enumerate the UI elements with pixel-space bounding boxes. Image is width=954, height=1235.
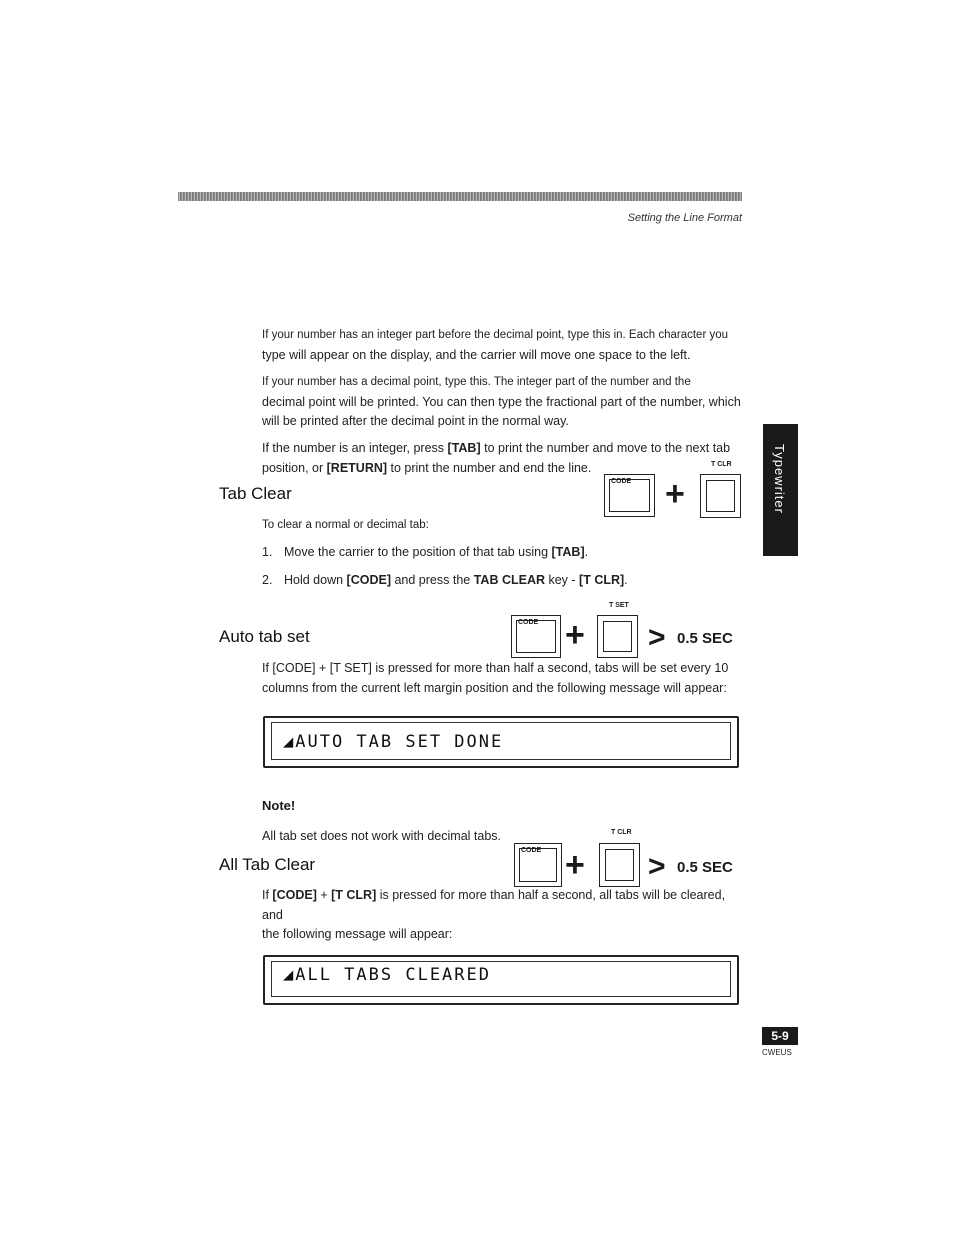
doc-code: CWEUS [762,1048,792,1057]
text: to print the number and end the line. [387,460,592,475]
text: . [624,573,628,587]
text: key - [545,573,580,587]
t-set-key-icon [597,615,638,658]
display-panel-all-tabs-cleared [263,955,739,1005]
key-cap-label: CODE [518,619,539,626]
t-clr-key-icon [599,843,640,887]
key-name: TAB CLEAR [473,573,545,587]
key-ref-t-clr: [T CLR] [579,573,625,587]
plus-icon: + [565,846,585,884]
text-line: decimal point will be printed. You can then type the fractional part of the number, which [262,394,741,409]
text: + [316,888,332,902]
note-text: All tab set does not work with decimal tabs. [262,829,502,843]
tab-clear-step-2 [262,571,742,591]
text: to print the number and move to the next tab [480,441,731,455]
text: is pressed for more than half a second, all tabs will be cleared, and [262,888,726,922]
greater-than-icon: > [648,621,666,654]
section-heading-tab-clear: Tab Clear [219,484,292,503]
page-number: 5-9 [762,1027,798,1045]
key-label-t-clr: T CLR [711,461,732,468]
key-cap-label: CODE [521,847,542,854]
text: Hold down [284,573,347,587]
text-line: the following message will appear: [262,927,453,941]
text-line: will be printed after the decimal point in the normal way. [262,414,569,428]
section-heading-auto-tab-set: Auto tab set [219,627,310,646]
code-key-icon [604,474,655,517]
text-line [262,886,742,925]
text-line: type will appear on the display, and the carrier will move one space to the left. [262,347,691,362]
key-ref-tab: [TAB] [447,441,481,455]
intro-paragraph-2 [262,373,742,432]
key-ref-t-set: [T SET] [329,661,372,675]
auto-tab-set-description [262,659,742,698]
plus-icon: + [665,475,685,513]
intro-paragraph-3 [262,439,742,478]
text: position, or [262,460,327,475]
key-ref-code: [CODE] [272,661,316,675]
greater-than-icon: > [648,850,666,883]
text: and press the [391,573,474,587]
display-message: ◢ALL TABS CLEARED [283,965,491,985]
key-ref-code: [CODE] [272,888,317,902]
key-ref-t-clr: [T CLR] [331,888,377,902]
code-key-icon [511,615,561,658]
running-title: Setting the Line Format [627,212,742,224]
display-panel-auto-tab-set [263,716,739,768]
text-line: columns from the current left margin position and the following message will appear: [262,680,727,695]
text-line: If your number has a decimal point, type this. The integer part of the number and the [262,376,691,388]
t-clr-key-icon [700,474,741,518]
step-number: 2. [262,573,273,587]
intro-paragraph-1 [262,326,742,365]
section-heading-all-tab-clear: All Tab Clear [219,855,316,874]
key-label-t-clr: T CLR [611,829,632,836]
text-line: If your number has an integer part before the decimal point, type this in. Each character you [262,329,729,341]
text: . [584,545,589,559]
duration-label: 0.5 SEC [677,859,733,876]
display-message: ◢AUTO TAB SET DONE [283,732,504,752]
duration-label: 0.5 SEC [677,630,733,647]
text: is pressed for more than half a second, tabs will be set every 10 [371,661,729,675]
plus-icon: + [565,616,585,654]
note-label: Note! [262,798,296,813]
header-rule [178,192,742,201]
text-line [262,659,742,679]
text: If [262,888,273,902]
text: If the number is an integer, press [262,441,448,455]
key-ref-return: [RETURN] [326,460,388,475]
key-ref-code: [CODE] [346,573,391,587]
text-line [262,439,742,459]
step-number: 1. [262,545,273,559]
chapter-label: Typewriter [772,444,787,514]
tab-clear-step-1 [262,543,742,563]
all-tab-clear-description [262,886,742,945]
key-label-t-set: T SET [609,602,629,609]
text: + [315,661,330,675]
text: If [262,661,273,675]
key-ref-tab: [TAB] [551,545,585,559]
text: Move the carrier to the position of that tab using [284,545,552,559]
key-cap-label: CODE [611,478,632,485]
tab-clear-intro: To clear a normal or decimal tab: [262,519,429,531]
code-key-icon [514,843,562,887]
chapter-side-tab [763,424,798,556]
